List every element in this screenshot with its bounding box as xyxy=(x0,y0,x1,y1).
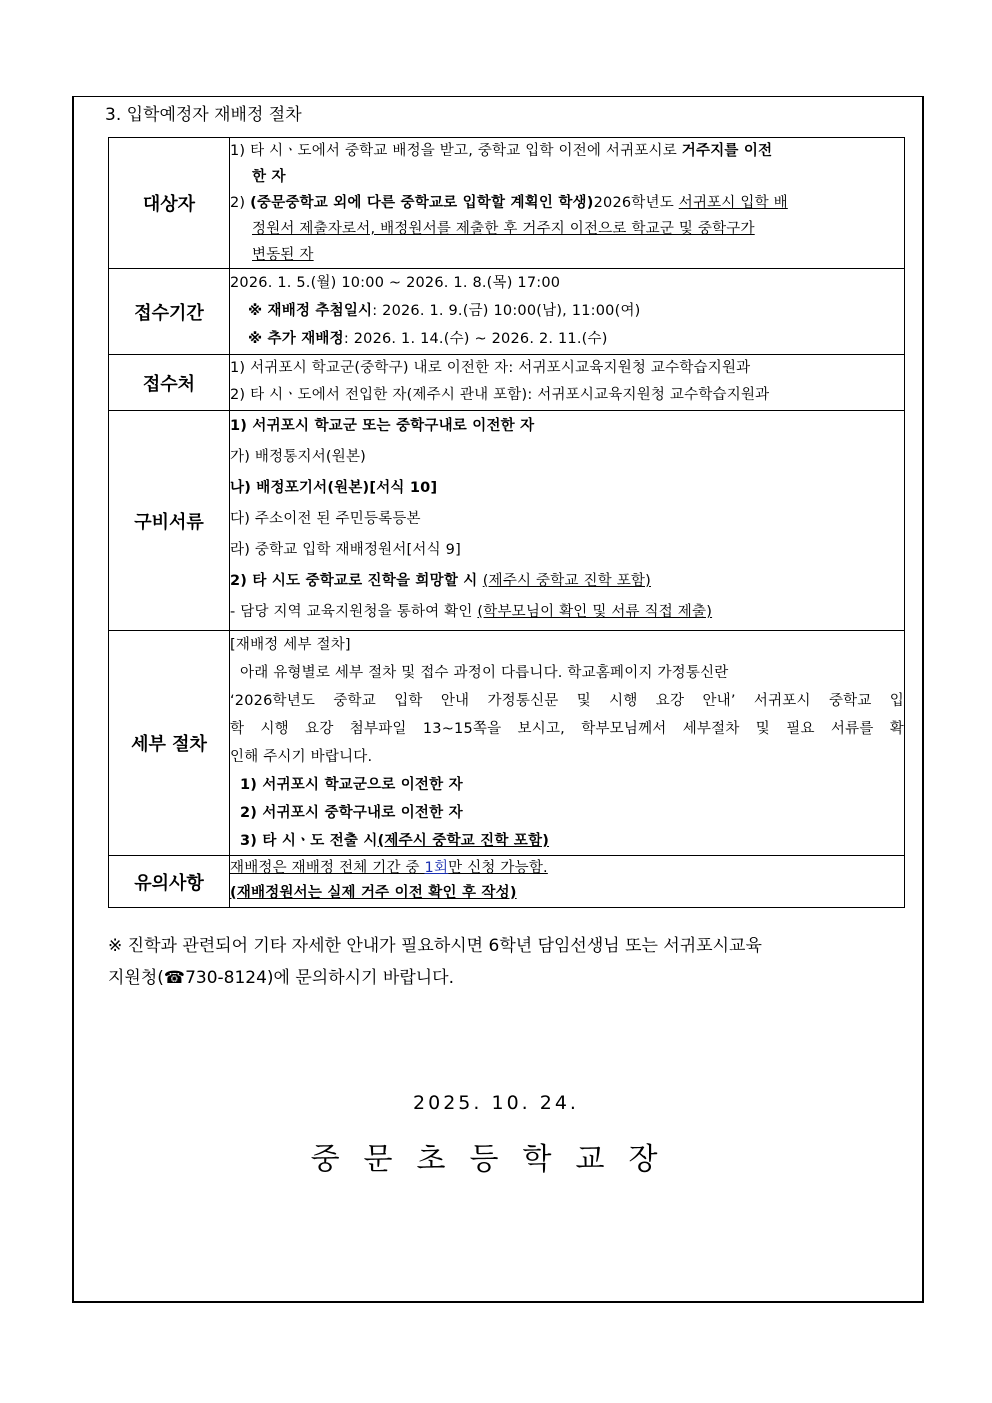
table-row xyxy=(109,138,905,269)
row-content-target: 1) 타 시ㆍ도에서 중학교 배정을 받고, 중학교 입학 이전에 서귀포시로 거주지를 이전 한 자 2) (중문중학교 외에 다른 중학교로 입학할 계획인 학생)2026학년도 서귀포시 입학 배 정원서 제출자로서, 배정원서를 제출한 후 거주지 이전으로 학교군 및 중학구가 변동된 자 xyxy=(230,138,905,269)
row-label-target: 대상자 xyxy=(109,138,230,269)
signature: 중문초등학교장 xyxy=(310,1142,682,1177)
procedure-table xyxy=(108,137,905,908)
table-row xyxy=(109,269,905,355)
section-title: 3. 입학예정자 재배정 절차 xyxy=(105,105,302,125)
notice-text: ※ 진학과 관련되어 기타 자세한 안내가 필요하시면 6학년 담임선생님 또는 서귀포시교육 지원청(☎730-8124)에 문의하시기 바랍니다. xyxy=(108,936,762,988)
table-row xyxy=(109,631,905,856)
table-row xyxy=(109,856,905,908)
table-row xyxy=(109,411,905,631)
row-content-office: 1) 서귀포시 학교군(중학구) 내로 이전한 자: 서귀포시교육지원청 교수학습지원과 2) 타 시ㆍ도에서 전입한 자(제주시 관내 포함): 서귀포시교육지원청 교수학습지원과 xyxy=(230,355,905,411)
row-content-caution: 재배정은 재배정 전체 기간 중 1회만 신청 가능함. (재배정원서는 실제 거주 이전 확인 후 작성) xyxy=(230,856,905,908)
row-content-detail: [재배정 세부 절차] 아래 유형별로 세부 절차 및 접수 과정이 다릅니다. 학교홈페이지 가정통신란 ‘2026학년도 중학교 입학 안내 가정통신문 및 시행 요강 안내’ 서귀포시 중학교 입 학 시행 요강 첨부파일 13~15쪽을 보시고, 학부모님께서 세부절차 및 필요 서류를 확 인해 주시기 바랍니다. 1) 서귀포시 학교군으로 이전한 자 2) 서귀포시 중학구내로 이전한 자 3) 타 시ㆍ도 전출 시(제주시 중학교 진학 포함) xyxy=(230,631,905,856)
document-date: 2025. 10. 24. xyxy=(413,1092,579,1114)
row-content-period: 2026. 1. 5.(월) 10:00 ~ 2026. 1. 8.(목) 17:00 ※ 재배정 추첨일시: 2026. 1. 9.(금) 10:00(남), 11:00(여) ※ 추가 재배정: 2026. 1. 14.(수) ~ 2026. 2. 11.(수) xyxy=(230,269,905,355)
row-content-docs: 1) 서귀포시 학교군 또는 중학구내로 이전한 자 가) 배정통지서(원본) 나) 배정포기서(원본)[서식 10] 다) 주소이전 된 주민등록등본 라) 중학교 입학 재배정원서[서식 9] 2) 타 시도 중학교로 진학을 희망할 시 (제주시 중학교 진학 포함) - 담당 지역 교육지원청을 통하여 확인 (학부모님이 확인 및 서류 직접 제출) xyxy=(230,411,905,631)
row-label-docs: 구비서류 xyxy=(109,411,230,631)
row-label-detail: 세부 절차 xyxy=(109,631,230,856)
row-label-caution: 유의사항 xyxy=(109,856,230,908)
row-label-office: 접수처 xyxy=(109,355,230,411)
row-label-period: 접수기간 xyxy=(109,269,230,355)
table-row xyxy=(109,355,905,411)
